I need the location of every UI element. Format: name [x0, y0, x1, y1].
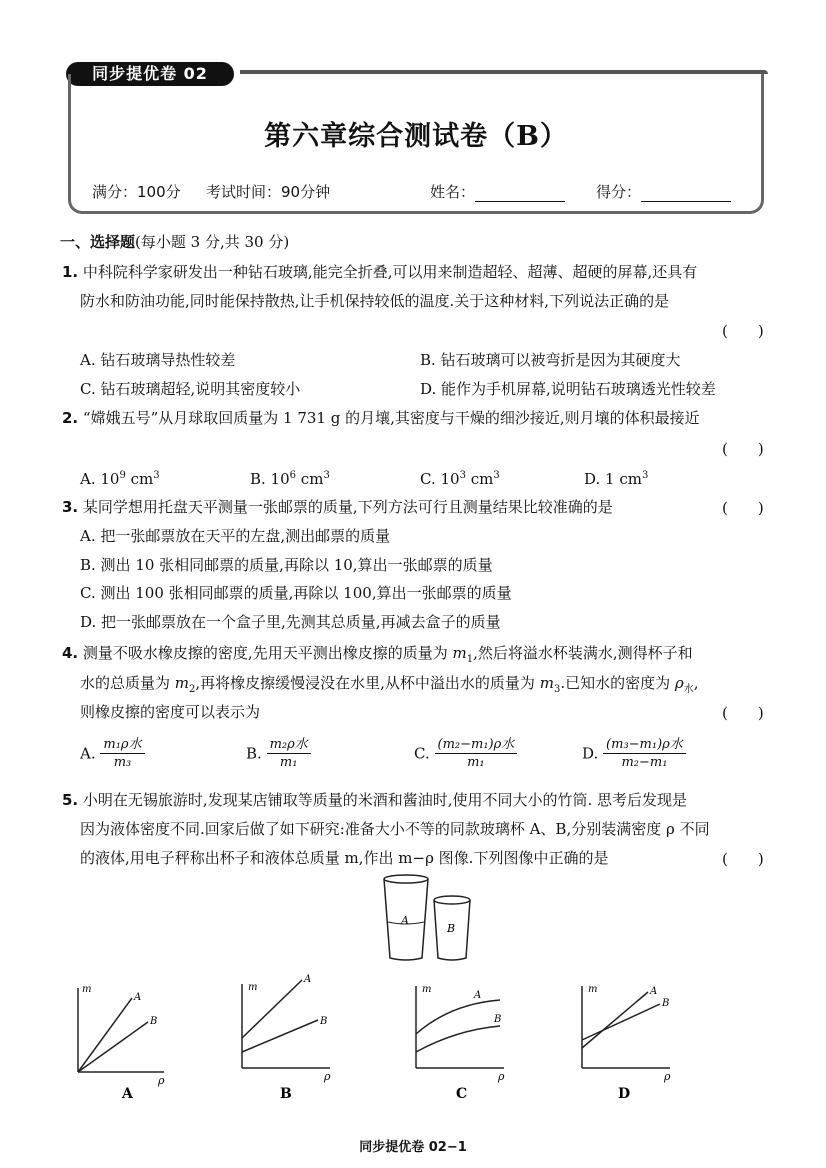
name-blank[interactable] — [475, 187, 565, 202]
q4-answer-blank[interactable]: ( ) — [722, 704, 764, 722]
cup-b-label: B — [447, 922, 456, 935]
q5-line2: 因为液体密度不同.回家后做了如下研究:准备大小不等的同款玻璃杯 A、B,分别装满密度 ρ 不同 — [80, 820, 710, 838]
q1-number: 1. — [62, 263, 79, 281]
graph-d-y-label: m — [588, 984, 598, 995]
q5-text1: 小明在无锡旅游时,发现某店铺取等质量的米酒和酱油时,使用不同大小的竹筒. 思考后发现是 — [82, 791, 687, 809]
q4-line1: 4. 测量不吸水橡皮擦的密度,先用天平测出橡皮擦的质量为 $m_1$,然后将溢水杯装满水,测得杯子和 — [62, 644, 693, 665]
q1-option-c: C. 钻石玻璃超轻,说明其密度较小 — [80, 380, 301, 398]
q3-text1: 某同学想用托盘天平测量一张邮票的质量,下列方法可行且测量结果比较准确的是 — [82, 498, 613, 516]
graph-d-line-a — [582, 992, 648, 1048]
q1-option-a: A. 钻石玻璃导热性较差 — [80, 351, 236, 369]
graph-a-b-label: B — [150, 1016, 158, 1027]
q1-line2: 防水和防油功能,同时能保持散热,让手机保持较低的温度.关于这种材料,下列说法正确的是 — [80, 292, 670, 310]
q1-option-d: D. 能作为手机屏幕,说明钻石玻璃透光性较差 — [420, 380, 716, 398]
q1-text1: 中科院科学家研发出一种钻石玻璃,能完全折叠,可以用来制造超轻、超薄、超硬的屏幕,还具有 — [82, 263, 698, 281]
score-blank[interactable] — [641, 187, 731, 202]
q4-option-d: D. $\frac{\text{(m₃−m₁)ρ水}}{\text{m₂−m₁}}$ — [582, 736, 686, 771]
exam-time: 考试时间：90分钟 — [206, 183, 331, 201]
graph-c-option-label: C — [456, 1086, 468, 1102]
graph-d-option-label: D — [618, 1086, 631, 1102]
q2-line1 — [62, 408, 700, 428]
q3-option-b: B. 测出 10 张相同邮票的质量,再除以 10,算出一张邮票的质量 — [80, 556, 493, 574]
q1-answer-blank[interactable]: ( ) — [722, 322, 764, 340]
graph-b-a-label: A — [304, 974, 312, 985]
q3-line1 — [62, 497, 613, 517]
graph-d-line-b — [582, 1004, 660, 1040]
q1-line1 — [62, 262, 697, 282]
q2-option-b: B. $10^6$ $cm^3$ — [250, 470, 330, 488]
q4-number: 4. — [62, 644, 79, 662]
q4-c-numerator: (m₂−m₁)ρ水 — [435, 736, 518, 754]
graph-a-line-b — [78, 1022, 148, 1072]
graph-b-b-label: B — [320, 1016, 328, 1027]
q4-b-numerator: m₂ρ水 — [267, 736, 311, 754]
q5-line3: 的液体,用电子秤称出杯子和液体总质量 m,作出 m−ρ 图像.下列图像中正确的是 — [80, 849, 609, 867]
graph-a-option-label: A — [122, 1086, 133, 1102]
graph-c-a-label: A — [474, 990, 482, 1001]
graph-c-x-label: ρ — [498, 1070, 505, 1083]
q2-answer-blank[interactable]: ( ) — [722, 440, 764, 458]
section-heading — [60, 232, 289, 252]
q4-d-numerator: (m₃−m₁)ρ水 — [603, 736, 686, 754]
score-field[interactable] — [596, 181, 731, 202]
q4-option-b: B. $\frac{\text{m₂ρ水}}{\text{m₁}}$ — [246, 736, 311, 771]
graph-c-line-b — [416, 1026, 500, 1052]
q4-d-denominator: m₂−m₁ — [621, 755, 668, 770]
section-note: (每小题 3 分,共 30 分) — [135, 233, 290, 251]
graph-d-a-label: A — [650, 986, 658, 997]
q3-option-c: C. 测出 100 张相同邮票的质量,再除以 100,算出一张邮票的质量 — [80, 584, 512, 602]
graph-d-b-label: B — [662, 998, 670, 1009]
q4-a-numerator: m₁ρ水 — [100, 736, 144, 754]
graph-a — [60, 978, 180, 1102]
page-title: 第六章综合测试卷（B） — [264, 121, 568, 152]
graph-a-y-label: m — [82, 984, 92, 995]
graph-d-x-label: ρ — [664, 1070, 671, 1083]
q4-line3: 则橡皮擦的密度可以表示为 — [80, 703, 261, 721]
q4-b-denominator: m₁ — [279, 755, 298, 770]
q2-number: 2. — [62, 409, 79, 427]
q3-number: 3. — [62, 498, 79, 516]
q4-option-c: C. $\frac{\text{(m₂−m₁)ρ水}}{\text{m₁}}$ — [414, 736, 517, 771]
graph-c-b-label: B — [494, 1014, 502, 1025]
graph-a-a-label: A — [134, 992, 142, 1003]
q2-option-d: D. 1 $cm^3$ — [584, 470, 649, 488]
graph-b-y-label: m — [248, 982, 258, 993]
q3-answer-blank[interactable]: ( ) — [722, 499, 764, 517]
q3-option-a: A. 把一张邮票放在天平的左盘,测出邮票的质量 — [80, 527, 391, 545]
graph-b-line-b — [242, 1020, 318, 1052]
q4-a-denominator: m₃ — [113, 755, 132, 770]
name-label: 姓名： — [430, 183, 476, 201]
name-field[interactable] — [430, 181, 565, 202]
q2-text1: “嫦娥五号”从月球取回质量为 1 731 g 的月壤,其密度与干燥的细沙接近,则月壤的体积最接近 — [82, 409, 700, 427]
graph-b-option-label: B — [280, 1086, 292, 1102]
paper-tag: 同步提优卷 02 — [66, 62, 234, 86]
graph-b-x-label: ρ — [324, 1070, 331, 1083]
q3-option-d: D. 把一张邮票放在一个盒子里,先测其总质量,再减去盒子的质量 — [80, 613, 501, 631]
score-label: 得分： — [596, 183, 642, 201]
full-score: 满分：100分 — [92, 183, 181, 201]
q2-option-c: C. $10^3$ $cm^3$ — [420, 470, 500, 488]
q4-c-denominator: m₁ — [467, 755, 485, 770]
q5-number: 5. — [62, 791, 79, 809]
graph-c-y-label: m — [422, 984, 432, 995]
q5-line1 — [62, 790, 687, 810]
q1-option-b: B. 钻石玻璃可以被弯折是因为其硬度大 — [420, 351, 681, 369]
cups-figure — [376, 872, 486, 964]
page-footer: 同步提优卷 02−1 — [359, 1140, 467, 1155]
graph-a-line-a — [78, 998, 132, 1072]
graph-b — [226, 972, 346, 1102]
section-title: 一、选择题 — [60, 233, 136, 251]
q4-option-a: A. $\frac{\text{m₁ρ水}}{\text{m₃}}$ — [80, 736, 145, 771]
q2-option-a: A. $10^9$ $cm^3$ — [80, 470, 160, 488]
q5-answer-blank[interactable]: ( ) — [722, 850, 764, 868]
cup-a-label: A — [401, 914, 409, 927]
graph-a-x-label: ρ — [158, 1074, 165, 1087]
q4-line2: 水的总质量为 $m_2$,再将橡皮擦缓慢浸没在水里,从杯中溢出水的质量为 $m_3$.已知水的密度为 $\rho_水$, — [80, 674, 699, 695]
graph-d — [566, 980, 686, 1102]
graph-c — [400, 980, 520, 1102]
graph-c-line-a — [416, 1000, 500, 1034]
